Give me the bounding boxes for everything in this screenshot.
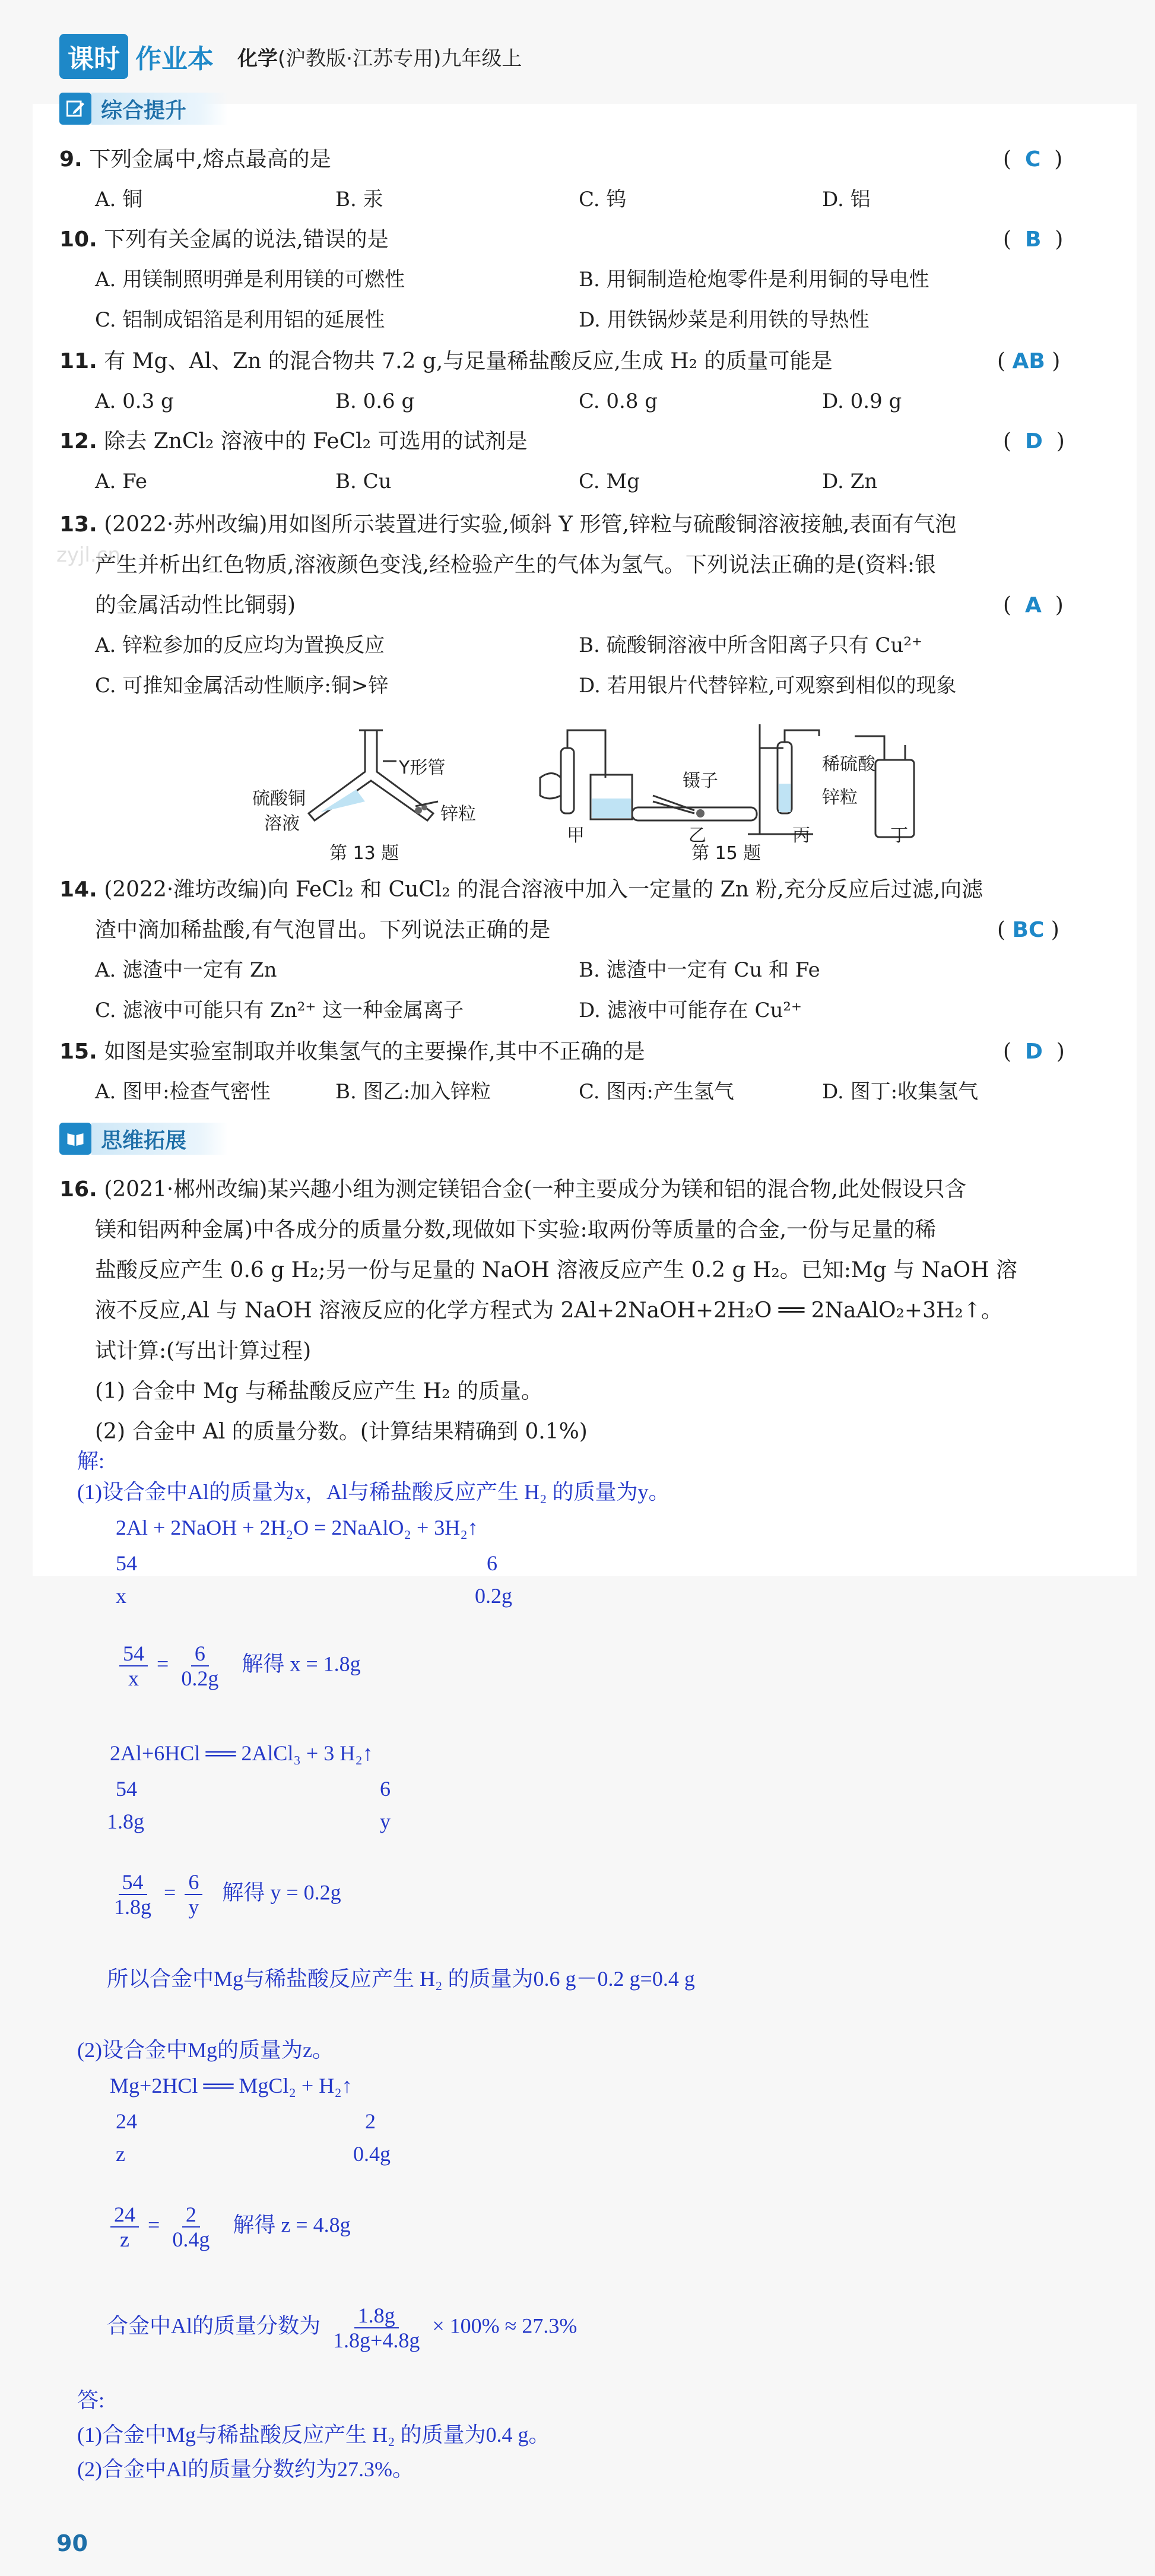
option: D. Zn bbox=[822, 470, 878, 493]
figure-label: 丁 bbox=[890, 825, 908, 846]
option: D. 0.9 g bbox=[822, 389, 902, 413]
solution-step2: (2)设合金中Mg的质量为z。 bbox=[77, 2038, 334, 2062]
numerator: 24 bbox=[110, 2203, 139, 2228]
option: C. 滤液中可能只有 Zn²⁺ 这一种金属离子 bbox=[95, 999, 464, 1022]
answer-11: ( AB ) bbox=[997, 349, 1061, 373]
question-text: 除去 ZnCl₂ 溶液中的 FeCl₂ 可选用的试剂是 bbox=[104, 429, 528, 454]
answer-13: ( A ) bbox=[1003, 593, 1064, 617]
equation-2-unknown: y bbox=[380, 1810, 391, 1833]
denominator: y bbox=[188, 1895, 199, 1919]
apparatus-jia bbox=[540, 730, 632, 819]
figure-label: 甲 bbox=[567, 825, 585, 846]
result: 解得 z = 4.8g bbox=[233, 2213, 351, 2237]
option: B. 用铜制造枪炮零件是利用铜的导电性 bbox=[579, 268, 929, 291]
question-text: 如图是实验室制取并收集氢气的主要操作,其中不正确的是 bbox=[104, 1040, 645, 1064]
question-number: 9. bbox=[59, 147, 82, 172]
apparatus-yi bbox=[632, 796, 757, 820]
equation-1-ratio: 54 bbox=[116, 1551, 137, 1575]
subject-line bbox=[237, 42, 522, 71]
denominator: 1.8g bbox=[114, 1895, 151, 1919]
solution-step1-result: 所以合金中Mg与稀盐酸反应产生 H₂ 的质量为0.6 g－0.2 g=0.4 g bbox=[107, 1967, 695, 1991]
question-13 bbox=[59, 511, 956, 539]
question-10 bbox=[59, 226, 389, 254]
option: B. 滤渣中一定有 Cu 和 Fe bbox=[579, 958, 820, 982]
section-title: 思维拓展 bbox=[91, 1123, 228, 1155]
answer-10: ( B ) bbox=[1003, 227, 1064, 252]
equation-3-unknown: 0.4g bbox=[353, 2142, 391, 2166]
option: A. 锌粒参加的反应均为置换反应 bbox=[95, 633, 385, 657]
option: C. 铝制成铝箔是利用铝的延展性 bbox=[95, 308, 385, 332]
mass-fraction-label: 合金中Al的质量分数为 bbox=[107, 2314, 321, 2338]
option: B. Cu bbox=[335, 470, 392, 493]
section-tag-thinking bbox=[59, 1122, 228, 1155]
question-text: (2022·潍坊改编)向 FeCl₂ 和 CuCl₂ 的混合溶液中加入一定量的 Zn 粉,充分反应后过滤,向滤 bbox=[104, 877, 983, 902]
question-text: (2021·郴州改编)某兴趣小组为测定镁铝合金(一种主要成分为镁和铝的混合物,此处假设只含 bbox=[104, 1177, 966, 1202]
question-number: 12. bbox=[59, 429, 97, 454]
proportion-3: $\frac{24}{z}$ = $\frac{2}{0.4g}$ 解得 z = 4.8g bbox=[107, 2203, 351, 2251]
equation-3: Mg+2HCl ══ MgCl₂ + H₂↑ bbox=[110, 2074, 353, 2097]
option: A. 用镁制照明弹是利用镁的可燃性 bbox=[95, 268, 405, 291]
option: D. 铝 bbox=[822, 188, 871, 211]
question-number: 10. bbox=[59, 227, 97, 252]
denominator: z bbox=[120, 2228, 129, 2251]
option: B. 硫酸铜溶液中所含阳离子只有 Cu²⁺ bbox=[579, 633, 922, 657]
option: A. 图甲:检查气密性 bbox=[95, 1080, 271, 1104]
solution-head: 解: bbox=[77, 1449, 105, 1473]
question-text: 下列有关金属的说法,错误的是 bbox=[104, 227, 389, 252]
denominator: 0.4g bbox=[172, 2228, 210, 2251]
question-13-line2: 产生并析出红色物质,溶液颜色变浅,经检验产生的气体为氢气。下列说法正确的是(资料:银 bbox=[95, 553, 937, 577]
equation-1-unknown: x bbox=[116, 1584, 126, 1608]
result: 解得 x = 1.8g bbox=[242, 1652, 361, 1676]
option: C. Mg bbox=[579, 470, 640, 493]
answer-12: ( D ) bbox=[1003, 429, 1065, 454]
question-number: 15. bbox=[59, 1040, 97, 1064]
option: A. Fe bbox=[95, 470, 148, 493]
proportion-2: $\frac{54}{1.8g}$ = $\frac{6}{y}$ 解得 y = 0.2g bbox=[107, 1870, 341, 1919]
figure-label: 丙 bbox=[792, 825, 810, 846]
question-16-line3: 盐酸反应产生 0.6 g H₂;另一份与足量的 NaOH 溶液反应产生 0.2 g H₂。已知:Mg 与 NaOH 溶 bbox=[95, 1258, 1018, 1282]
answer-head: 答: bbox=[77, 2388, 105, 2412]
mass-fraction-result: × 100% ≈ 27.3% bbox=[432, 2314, 578, 2338]
mass-fraction bbox=[107, 2303, 577, 2352]
question-text: (2022·苏州改编)用如图所示装置进行实验,倾斜 Y 形管,锌粒与硫酸铜溶液接触,表面有气泡 bbox=[104, 512, 957, 537]
question-13-line3: 的金属活动性比铜弱) bbox=[95, 593, 296, 617]
question-16-line4: 液不反应,Al 与 NaOH 溶液反应的化学方程式为 2Al+2NaOH+2H₂O ══ 2NaAlO₂+3H₂↑。 bbox=[95, 1298, 1002, 1323]
question-number: 14. bbox=[59, 877, 97, 902]
answer-14: ( BC ) bbox=[997, 918, 1059, 942]
denominator: 1.8g+4.8g bbox=[333, 2328, 420, 2352]
question-16-sub1: (1) 合金中 Mg 与稀盐酸反应产生 H₂ 的质量。 bbox=[95, 1379, 542, 1403]
answer-line-2: (2)合金中Al的质量分数约为27.3%。 bbox=[77, 2457, 414, 2481]
question-text: 下列金属中,熔点最高的是 bbox=[89, 147, 331, 172]
question-16-line2: 镁和铝两种金属)中各成分的质量分数,现做如下实验:取两份等质量的合金,一份与足量的稀 bbox=[95, 1218, 937, 1242]
answer-15: ( D ) bbox=[1003, 1040, 1065, 1064]
numerator: 2 bbox=[182, 2203, 200, 2228]
equation-1: 2Al + 2NaOH + 2H₂O = 2NaAlO₂ + 3H₂↑ bbox=[116, 1516, 478, 1539]
answer-line-1: (1)合金中Mg与稀盐酸反应产生 H₂ 的质量为0.4 g。 bbox=[77, 2423, 550, 2447]
option: D. 图丁:收集氢气 bbox=[822, 1080, 979, 1104]
denominator: x bbox=[128, 1666, 139, 1690]
figure-label: 溶液 bbox=[264, 813, 300, 834]
figure-caption: 第 15 题 bbox=[691, 843, 761, 864]
question-16 bbox=[59, 1175, 966, 1204]
solution-step1: (1)设合金中Al的质量为x，Al与稀盐酸反应产生 H₂ 的质量为y。 bbox=[77, 1480, 670, 1504]
option: A. 滤渣中一定有 Zn bbox=[95, 958, 277, 982]
option: B. 汞 bbox=[335, 188, 383, 211]
figure-label: 硫酸铜 bbox=[252, 788, 306, 809]
option: D. 滤液中可能存在 Cu²⁺ bbox=[579, 999, 802, 1022]
question-15 bbox=[59, 1038, 645, 1066]
option: B. 0.6 g bbox=[335, 389, 415, 413]
edit-icon bbox=[59, 93, 91, 125]
equation-3-ratio: 24 bbox=[116, 2109, 137, 2133]
figure-label: 稀硫酸 bbox=[822, 754, 875, 775]
equation-2: 2Al+6HCl ══ 2AlCl₃ + 3 H₂↑ bbox=[110, 1741, 373, 1765]
question-16-sub2: (2) 合金中 Al 的质量分数。(计算结果精确到 0.1%) bbox=[95, 1420, 588, 1444]
book-icon bbox=[59, 1123, 91, 1155]
answer-value: AB bbox=[1012, 349, 1045, 373]
proportion-1: $\frac{54}{x}$ = $\frac{6}{0.2g}$ 解得 x = 1.8g bbox=[116, 1642, 361, 1690]
question-12 bbox=[59, 427, 528, 456]
option: C. 图丙:产生氢气 bbox=[579, 1080, 734, 1104]
equation-1-unknown: 0.2g bbox=[475, 1584, 512, 1608]
denominator: 0.2g bbox=[181, 1666, 219, 1690]
equation-2-unknown: 1.8g bbox=[107, 1810, 144, 1833]
page-header bbox=[59, 33, 522, 80]
figure-label: 锌粒 bbox=[440, 804, 476, 825]
figure-label: 锌粒 bbox=[822, 787, 858, 808]
figure-label: Y形管 bbox=[399, 758, 446, 778]
subject-name: 化学 bbox=[237, 46, 278, 71]
subject-edition: (沪教版·江苏专用)九年级上 bbox=[278, 46, 522, 71]
option: D. 用铁锅炒菜是利用铁的导热性 bbox=[579, 308, 870, 332]
figure-caption: 第 13 题 bbox=[329, 843, 399, 864]
answer-value: B bbox=[1024, 227, 1042, 252]
numerator: 54 bbox=[119, 1642, 148, 1666]
result: 解得 y = 0.2g bbox=[222, 1880, 341, 1905]
book-logo-sub: 作业本 bbox=[135, 44, 214, 74]
question-9 bbox=[59, 145, 331, 174]
equation-3-ratio: 2 bbox=[365, 2109, 376, 2133]
figure-label: 镊子 bbox=[683, 771, 718, 791]
question-11 bbox=[59, 347, 833, 376]
question-14-line2: 渣中滴加稀盐酸,有气泡冒出。下列说法正确的是 bbox=[95, 918, 551, 942]
answer-value: D bbox=[1024, 429, 1043, 454]
question-number: 11. bbox=[59, 349, 97, 373]
equation-2-ratio: 6 bbox=[380, 1777, 391, 1801]
answer-value: BC bbox=[1012, 918, 1045, 942]
equation-1-ratio: 6 bbox=[487, 1551, 497, 1575]
page-number: 90 bbox=[56, 2530, 88, 2556]
option: C. 钨 bbox=[579, 188, 627, 211]
option: D. 若用银片代替锌粒,可观察到相似的现象 bbox=[579, 674, 957, 698]
answer-value: D bbox=[1024, 1040, 1043, 1064]
option: A. 0.3 g bbox=[95, 389, 174, 413]
section-title: 综合提升 bbox=[91, 93, 228, 125]
numerator: 54 bbox=[119, 1870, 147, 1895]
equation-2-ratio: 54 bbox=[116, 1777, 137, 1801]
equation-3-unknown: z bbox=[116, 2142, 125, 2166]
apparatus-bing bbox=[748, 724, 819, 834]
question-number: 13. bbox=[59, 512, 97, 537]
option: C. 0.8 g bbox=[579, 389, 658, 413]
option: C. 可推知金属活动性顺序:铜>锌 bbox=[95, 674, 389, 698]
question-16-line5: 试计算:(写出计算过程) bbox=[95, 1339, 312, 1363]
option: A. 铜 bbox=[95, 188, 143, 211]
question-number: 16. bbox=[59, 1177, 97, 1202]
watermark: zyjl.cn bbox=[56, 543, 120, 567]
question-14 bbox=[59, 876, 983, 904]
answer-value: C bbox=[1024, 147, 1041, 172]
answer-9: ( C ) bbox=[1003, 147, 1063, 172]
figure-label: 乙 bbox=[688, 825, 706, 846]
option: B. 图乙:加入锌粒 bbox=[335, 1080, 491, 1104]
numerator: 6 bbox=[191, 1642, 209, 1666]
numerator: 6 bbox=[185, 1870, 202, 1895]
book-logo: 课时 bbox=[59, 34, 128, 79]
answer-value: A bbox=[1024, 593, 1042, 617]
section-tag-comprehensive bbox=[59, 92, 228, 125]
question-text: 有 Mg、Al、Zn 的混合物共 7.2 g,与足量稀盐酸反应,生成 H₂ 的质量可能是 bbox=[104, 349, 833, 373]
numerator: 1.8g bbox=[354, 2303, 399, 2328]
